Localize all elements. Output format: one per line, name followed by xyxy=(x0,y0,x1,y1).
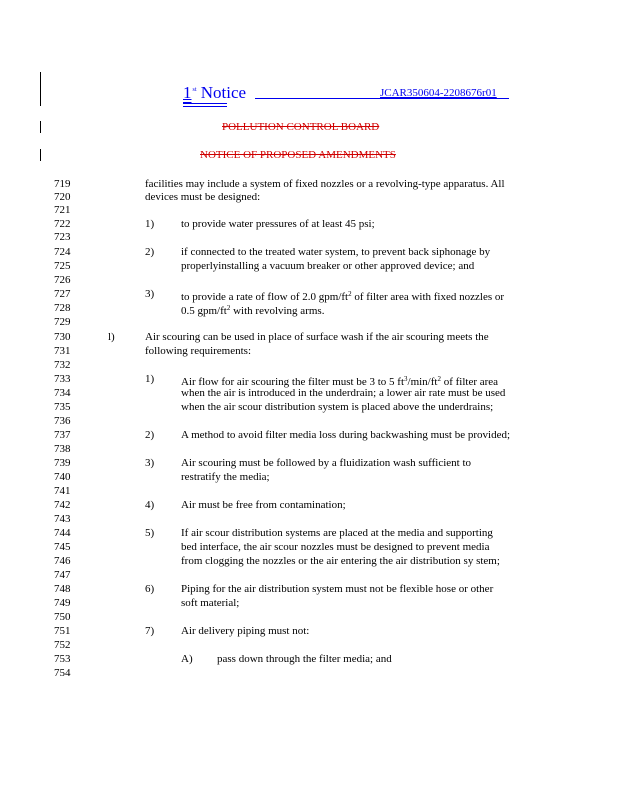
line-number: 726 xyxy=(54,274,71,286)
line-number: 729 xyxy=(54,316,71,328)
body-text: facilities may include a system of fixed nozzles or a revolving-type apparatus. All xyxy=(145,178,505,190)
line-number: 738 xyxy=(54,443,71,455)
change-bar xyxy=(40,149,41,161)
body-text: Air scouring must be followed by a fluidization wash sufficient to xyxy=(181,457,472,469)
line-number: 725 xyxy=(54,260,71,272)
body-text: properlyinstalling a vacuum breaker or other approved device; and xyxy=(181,260,475,272)
body-text: when the air scour distribution system is placed above the underdrains; xyxy=(181,401,494,413)
item-number: 6) xyxy=(145,583,155,595)
line-number: 723 xyxy=(54,231,71,243)
body-text: following requirements: xyxy=(145,345,252,357)
line-number: 740 xyxy=(54,471,71,483)
line-number: 745 xyxy=(54,541,71,553)
body-text: Air must be free from contamination; xyxy=(181,499,346,511)
notice-heading xyxy=(183,80,246,103)
change-bar xyxy=(40,72,41,106)
item-number: 1) xyxy=(145,218,155,230)
line-number: 752 xyxy=(54,639,71,651)
line-number: 754 xyxy=(54,667,71,679)
body-text: Air scouring can be used in place of surface wash if the air scouring meets the xyxy=(145,331,489,343)
item-number: 3) xyxy=(145,457,155,469)
line-number: 742 xyxy=(54,499,71,511)
body-text: pass down through the filter media; and xyxy=(217,653,392,665)
body-text: from clogging the nozzles or the air entering the air distribution sy stem; xyxy=(181,555,500,567)
body-text: restratify the media; xyxy=(181,471,270,483)
body-text: Piping for the air distribution system must not be flexible hose or other xyxy=(181,583,494,595)
body-text: devices must be designed: xyxy=(145,191,261,203)
line-number: 753 xyxy=(54,653,71,665)
line-number: 749 xyxy=(54,597,71,609)
line-number: 728 xyxy=(54,302,71,314)
notice-ordinal: st xyxy=(192,87,197,93)
item-number: 2) xyxy=(145,429,155,441)
line-number: 739 xyxy=(54,457,71,469)
agency-heading: POLLUTION CONTROL BOARD xyxy=(222,121,380,133)
line-number: 743 xyxy=(54,513,71,525)
body-text: Air flow for air scouring the filter must be 3 to 5 $ft^3/\min/ft^2$ of filter area xyxy=(181,375,499,388)
item-number: 1) xyxy=(145,373,155,385)
line-number: 746 xyxy=(54,555,71,567)
line-number: 731 xyxy=(54,345,71,357)
line-number: 733 xyxy=(54,373,71,385)
item-number: 5) xyxy=(145,527,155,539)
item-number: 4) xyxy=(145,499,155,511)
jcar-id: JCAR350604-2208676r01 xyxy=(380,87,497,99)
notice-number: 1 xyxy=(183,83,192,102)
notice-double-underline xyxy=(183,103,227,107)
body-text: A method to avoid filter media loss during backwashing must be provided; xyxy=(181,429,511,441)
subitem-label: A) xyxy=(181,653,193,665)
notice-title: NOTICE OF PROPOSED AMENDMENTS xyxy=(200,149,396,161)
subsection-label: l) xyxy=(108,331,115,343)
body-text: 0.5 gpm/$ft^2$ with revolving arms. xyxy=(181,304,325,317)
line-number: 722 xyxy=(54,218,71,230)
line-number: 751 xyxy=(54,625,71,637)
item-number: 7) xyxy=(145,625,155,637)
line-number: 730 xyxy=(54,331,71,343)
body-text: to provide a rate of flow of 2.0 gpm/$ft^2$ of filter area with fixed nozzles or xyxy=(181,290,505,303)
line-number: 744 xyxy=(54,527,71,539)
line-number: 741 xyxy=(54,485,71,497)
line-number: 748 xyxy=(54,583,71,595)
body-text: to provide water pressures of at least 45 psi; xyxy=(181,218,375,230)
line-number: 747 xyxy=(54,569,71,581)
body-text: bed interface, the air scour nozzles must be designed to prevent media xyxy=(181,541,490,553)
body-text: when the air is introduced in the underdrain; a lower air rate must be used xyxy=(181,387,506,399)
body-text: if connected to the treated water system, to prevent back siphonage by xyxy=(181,246,491,258)
line-number: 732 xyxy=(54,359,71,371)
line-number: 727 xyxy=(54,288,71,300)
change-bar xyxy=(40,121,41,133)
line-number: 735 xyxy=(54,401,71,413)
body-text: soft material; xyxy=(181,597,240,609)
line-number: 737 xyxy=(54,429,71,441)
notice-word: Notice xyxy=(200,83,247,102)
line-number: 750 xyxy=(54,611,71,623)
body-text: If air scour distribution systems are placed at the media and supporting xyxy=(181,527,493,539)
line-number: 720 xyxy=(54,191,71,203)
item-number: 3) xyxy=(145,288,155,300)
line-number: 724 xyxy=(54,246,71,258)
body-text: Air delivery piping must not: xyxy=(181,625,310,637)
line-number: 721 xyxy=(54,204,71,216)
line-number: 736 xyxy=(54,415,71,427)
line-number: 734 xyxy=(54,387,71,399)
item-number: 2) xyxy=(145,246,155,258)
line-number: 719 xyxy=(54,178,71,190)
